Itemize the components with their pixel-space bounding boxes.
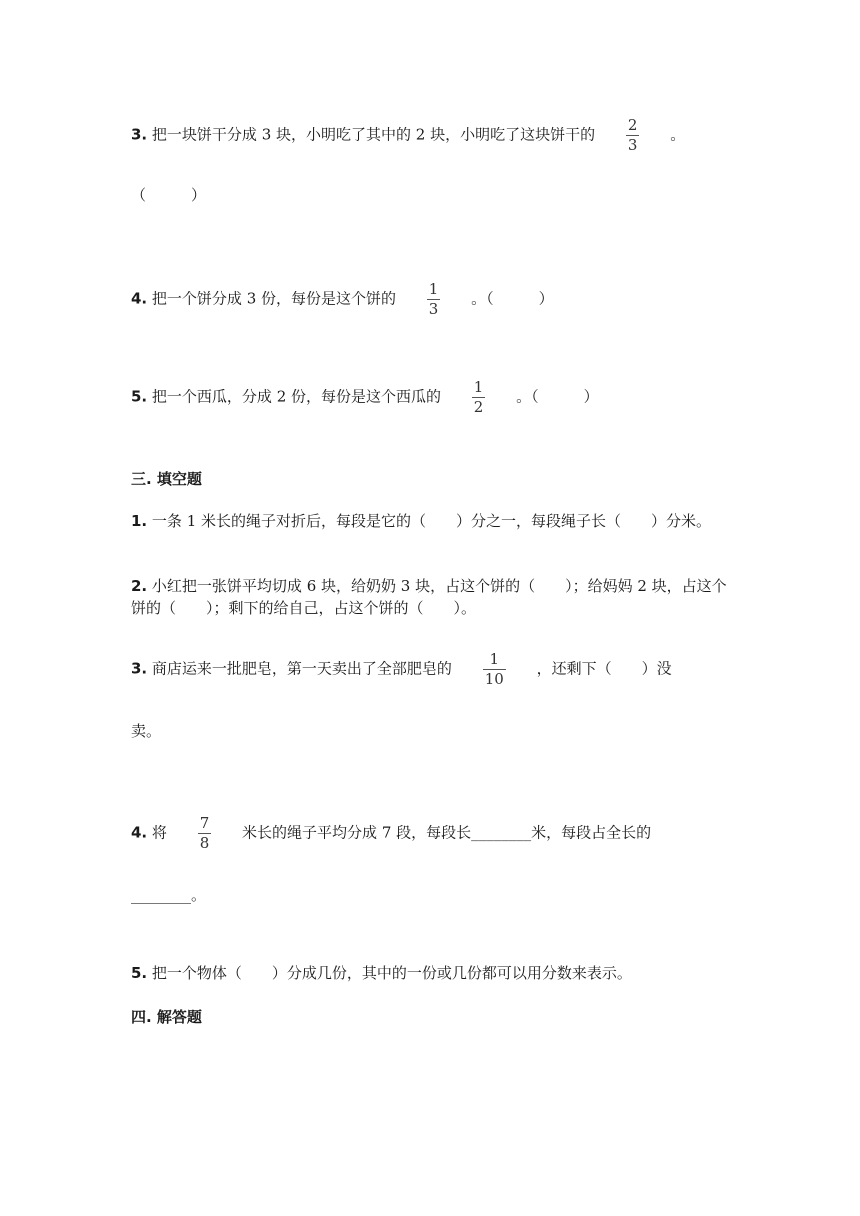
item-text: 把一块饼干分成 3 块，小明吃了其中的 2 块，小明吃了这块饼干的: [151, 125, 596, 144]
item-number: 2.: [131, 577, 148, 595]
tf-item-3: [131, 118, 685, 153]
item-text: 把一个物体（ ）分成几份，其中的一份或几份都可以用分数来表示。: [151, 964, 632, 982]
fraction-numerator: 7: [199, 814, 210, 832]
fill-item-5: [131, 962, 632, 984]
fraction-denominator: 10: [484, 670, 504, 688]
fraction-numerator: 1: [428, 280, 439, 298]
item-number: 5.: [131, 387, 148, 406]
fill-item-4-continuation: ________。: [131, 886, 207, 904]
item-number: 4.: [131, 289, 148, 308]
item-text-after: ，还剩下（ ）没: [536, 659, 672, 678]
fill-item-3: [131, 652, 672, 687]
section-heading-answer: 四. 解答题: [131, 1008, 202, 1026]
item-text-after: 。（ ）: [471, 289, 554, 308]
fraction-denominator: 2: [473, 398, 484, 416]
fraction-numerator: 2: [627, 116, 638, 134]
fill-item-2: [131, 575, 731, 619]
fill-item-4: [131, 816, 651, 851]
fill-item-1: [131, 510, 731, 532]
item-text: 将: [151, 823, 167, 842]
item-number: 1.: [131, 512, 148, 530]
item-text-after: 米长的绳子平均分成 7 段，每段长________米，每段占全长的: [242, 823, 652, 842]
fraction-denominator: 3: [428, 300, 439, 318]
item-number: 5.: [131, 964, 148, 982]
item-number: 3.: [131, 659, 148, 678]
fraction-denominator: 8: [199, 834, 210, 852]
section-heading-fill: 三. 填空题: [131, 470, 202, 488]
fraction: [483, 652, 506, 687]
fraction-numerator: 1: [489, 650, 500, 668]
item-text-after: 。: [670, 125, 686, 144]
tf-item-3-answer: （ ）: [131, 186, 207, 204]
item-text: 一条 1 米长的绳子对折后，每段是它的（ ）分之一，每段绳子长（ ）分米。: [151, 512, 712, 530]
item-text: 商店运来一批肥皂，第一天卖出了全部肥皂的: [151, 659, 452, 678]
fraction: [427, 282, 441, 317]
tf-item-5: [131, 380, 599, 415]
fraction-denominator: 3: [627, 136, 638, 154]
fraction: [472, 380, 486, 415]
fill-item-3-continuation: 卖。: [131, 722, 162, 740]
item-text: 把一个饼分成 3 份，每份是这个饼的: [151, 289, 397, 308]
fraction: [626, 118, 640, 153]
item-text-after: 。（ ）: [516, 387, 599, 406]
item-number: 4.: [131, 823, 148, 842]
item-text: 小红把一张饼平均切成 6 块，给奶奶 3 块，占这个饼的（ ）；给妈妈 2 块，占这个饼的（ ）；剩下的给自己，占这个饼的（ ）。: [131, 577, 727, 617]
item-text: 把一个西瓜，分成 2 份，每份是这个西瓜的: [151, 387, 442, 406]
fraction: [198, 816, 212, 851]
item-number: 3.: [131, 125, 148, 144]
fraction-numerator: 1: [473, 378, 484, 396]
tf-item-4: [131, 282, 554, 317]
